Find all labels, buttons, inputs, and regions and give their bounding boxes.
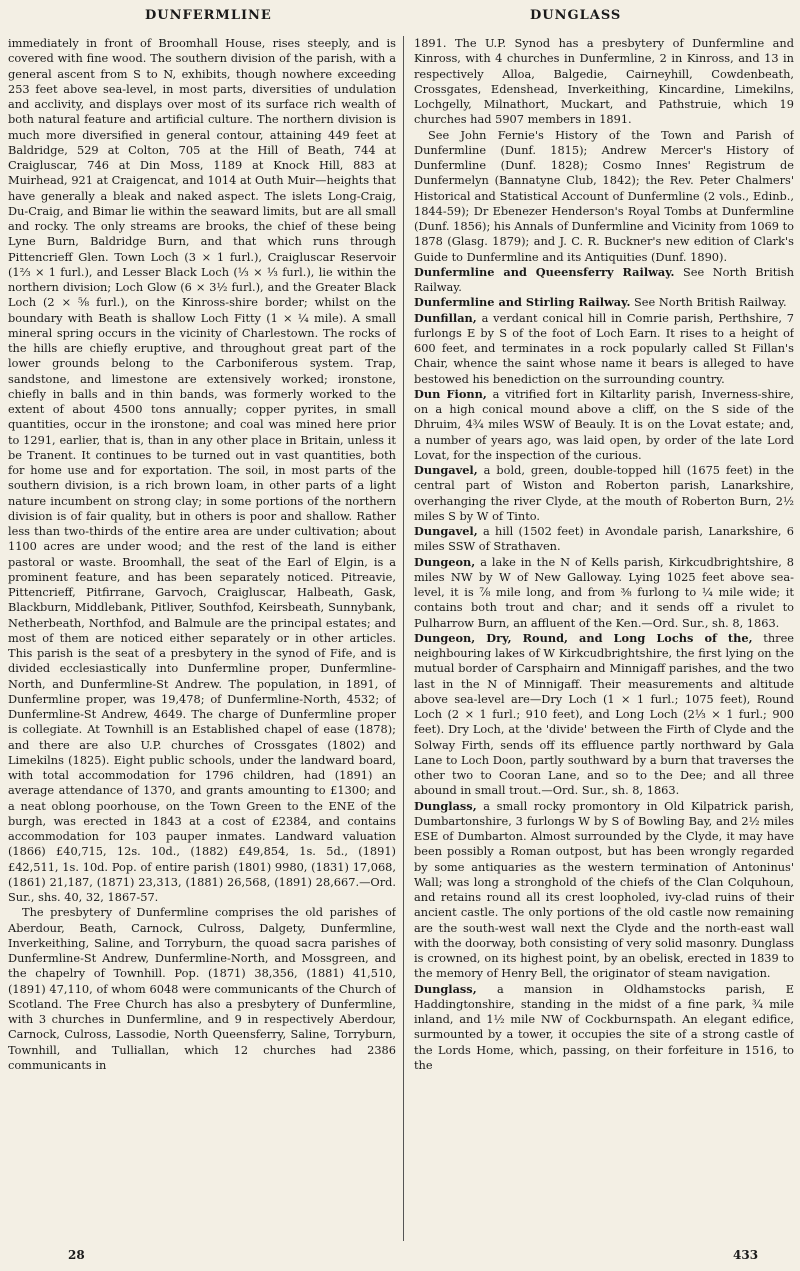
page-number-left: 28 bbox=[68, 1248, 85, 1262]
right-column bbox=[414, 36, 794, 1241]
gazetteer-entry bbox=[414, 295, 794, 310]
gazetteer-entry bbox=[414, 524, 794, 555]
running-head-right: DUNGLASS bbox=[530, 8, 622, 23]
entry-headword: Dungavel, bbox=[414, 463, 478, 477]
gazetteer-entry bbox=[414, 555, 794, 631]
right-paragraph-2: See John Fernie's History of the Town and Parish of Dunfermline (Dunf. 1815); Andrew Mercer's History of Dunfermline (Dunf. 1828); Cosmo Innes' Registrum de Dunfermelyn (Bannatyne Club, 1842); the Rev. Peter Chalmers' Historical and Statistical Account of Dunfermline (2 vols., Edinb., 1844-59); Dr Ebenezer Henderson's Royal Tombs at Dunfermline (Dunf. 1856); his Annals of Dunfermline and Vicinity from 1069 to 1878 (Glasg. 1879); and J. C. R. Buckner's new edition of Clark's Guide to Dunfermline and its Antiquities (Dunf. 1890). bbox=[414, 127, 794, 264]
entry-text: a verdant conical hill in Comrie parish, Perthshire, 7 furlongs E by S of the foot of Loch Earn. It rises to a height of 600 feet, and terminates in a rock popularly called St Fillan's Chair, whence the saint whose name it bears is alleged to have bestowed his benediction on the surrounding country. bbox=[414, 310, 794, 386]
gazetteer-entry bbox=[414, 982, 794, 1074]
left-paragraph-1: immediately in front of Broomhall House, rises steeply, and is covered with fine wood. The southern division of the parish, with a general ascent from S to N, exhibits, though nowhere exceeding 253 feet above sea-level, in most parts, diversities of undulation and acclivity, and displays over most of its surface rich wealth of both natural feature and artificial culture. The northern division is much more diversified in general contour, attaining 449 feet at Baldridge, 529 at Colton, 705 at the Hill of Beath, 744 at Craigluscar, 746 at Din Moss, 1189 at Knock Hill, 883 at Muirhead, 921 at Craigencat, and 1014 at Outh Muir—heights that have generally a bleak and naked aspect. The islets Long-Craig, Du-Craig, and Bimar lie within the seaward limits, but are all small and rocky. The only streams are brooks, the chief of these being Lyne Burn, Baldridge Burn, and that which runs through Pittencrieff Glen. Town Loch (3 × 1 furl.), Craigluscar Reservoir (1⅔ × 1 furl.), and Lesser Black Loch (⅓ × ⅓ furl.), lie within the northern division; Loch Glow (6 × 3½ furl.), and the Greater Black Loch (2 × ⅝ furl.), on the Kinross-shire border; whilst on the boundary with Beath is shallow Loch Fitty (1 × ¼ mile). A small mineral spring occurs in the vicinity of Charlestown. The rocks of the hills are chiefly eruptive, and throughout great part of the lower grounds belong to the Carboniferous system. Trap, sandstone, and limestone are extensively worked; ironstone, chiefly in balls and in thin bands, was formerly worked to the extent of about 4500 tons annually; copper pyrites, in small quantities, occur in the ironstone; and coal was mined here prior to 1291, earlier, that is, than in any other place in Britain, unless it be Tranent. It continues to be turned out in vast quantities, both for home use and for exportation. The soil, in most parts of the southern division, is a rich brown loam, in other parts of a light nature incumbent on strong clay; in some portions of the northern division is of fair quality, but in others is poor and shallow. Rather less than two-thirds of the entire area are under cultivation; about 1100 acres are under wood; and the rest of the land is either pastoral or waste. Broomhall, the seat of the Earl of Elgin, is a prominent feature, and has been separately noticed. Pitreavie, Pittencrieff, Pitfirrane, Garvoch, Craigluscar, Halbeath, Gask, Blackburn, Middlebank, Pitliver, Southfod, Keirsbeath, Sunnybank, Netherbeath, Northfod, and Balmule are the principal estates; and most of them are noticed either separately or in other articles. This parish is the seat of a presbytery in the synod of Fife, and is divided ecclesiastically into Dunfermline proper, Dunfermline-North, and Dunfermline-St Andrew. The population, in 1891, of Dunfermline proper, was 19,478; of Dunfermline-North, 4532; of Dunfermline-St Andrew, 4649. The charge of Dunfermline proper is collegiate. At Townhill is an Established chapel of ease (1878); and there are also U.P. churches of Crossgates (1802) and Limekilns (1825). Eight public schools, under the landward board, with total accommodation for 1796 children, had (1891) an average attendance of 1370, and grants amounting to £1300; and a neat oblong poorhouse, on the Town Green to the ENE of the burgh, was erected in 1843 at a cost of £2384, and contains accommodation for 103 pauper inmates. Landward valuation (1866) £40,715, 12s. 10d., (1882) £49,854, 1s. 5d., (1891) £42,511, 1s. 10d. Pop. of entire parish (1801) 9980, (1831) 17,068, (1861) 21,187, (1871) 23,313, (1881) 26,568, (1891) 28,667.—Ord. Sur., shs. 40, 32, 1867-57. bbox=[8, 36, 396, 904]
entry-text: a mansion in Oldhamstocks parish, E Haddingtonshire, standing in the midst of a fine park, ¾ mile inland, and 1½ mile NW of Cockburnspath. An elegant edifice, surmounted by a tower, it occupies the site of a strong castle of the Lords Home, which, passing, on their forfeiture in 1516, to the bbox=[414, 981, 794, 1072]
entry-headword: Dunfillan, bbox=[414, 310, 477, 325]
entry-text: a bold, green, double-topped hill (1675 feet) in the central part of Wiston and Roberton parish, Lanarkshire, overhanging the river Clyde, at the mouth of Roberton Burn, 2½ miles S by W of Tinto. bbox=[414, 463, 794, 523]
left-paragraph-2: The presbytery of Dunfermline comprises the old parishes of Aberdour, Beath, Carnock, Culross, Dalgety, Dunfermline, Inverkeithing, Saline, and Torryburn, the quoad sacra parishes of Dunfermline-St Andrew, Dunfermline-North, and Mossgreen, and the chapelry of Townhill. Pop. (1871) 38,356, (1881) 41,510, (1891) 47,110, of whom 6048 were communicants of the Church of Scotland. The Free Church has also a presbytery of Dunfermline, with 3 churches in Dunfermline, and 9 in respectively Aberdour, Carnock, Culross, Lassodie, North Queensferry, Saline, Torryburn, Townhill, and Tulliallan, which 12 churches had 2386 communicants in bbox=[8, 905, 396, 1072]
entry-headword: Dunglass, bbox=[414, 798, 477, 813]
entry-headword: Dunfermline and Stirling Railway. bbox=[414, 295, 631, 310]
column-divider bbox=[403, 36, 404, 1241]
entry-text: a vitrified fort in Kiltarlity parish, Inverness-shire, on a high conical mound above a cliff, on the S side of the Dhruim, 4¾ miles WSW of Beauly. It is on the Lovat estate; and, a number of years ago, was laid open, by order of the late Lord Lovat, for the inspection of the curious. bbox=[414, 386, 794, 462]
right-paragraph-1: 1891. The U.P. Synod has a presbytery of Dunfermline and Kinross, with 4 churches in Dunfermline, 2 in Kinross, and 13 in respectively Alloa, Balgedie, Cairneyhill, Cowdenbeath, Crossgates, Edenshead, Inverkeithing, Kincardine, Limekilns, Lochgelly, Milnathort, Muckart, and Pathstruie, which 19 churches had 5907 members in 1891. bbox=[414, 36, 794, 127]
entry-text: a lake in the N of Kells parish, Kirkcudbrightshire, 8 miles NW by W of New Galloway. Lying 1025 feet above sea-level, it is ⅞ mile long, and from ⅜ furlong to ¼ mile wide; it contains both trout and char; and it sends off a rivulet to Pulharrow Burn, an affluent of the Ken.—Ord. Sur., sh. 8, 1863. bbox=[414, 554, 794, 630]
entry-text: three neighbouring lakes of W Kirkcudbrightshire, the first lying on the mutual border of Carsphairn and Minnigaff parishes, and the two last in the N of Minnigaff. Their measurements and altitude above sea-level are—Dry Loch (1 × 1 furl.; 1075 feet), Round Loch (2 × 1 furl.; 910 feet), and Long Loch (2⅓ × 1 furl.; 900 feet). Dry Loch, at the 'divide' between the Firth of Clyde and the Solway Firth, sends off its effluence partly northward by Gala Lane to Loch Doon, partly southward by a burn that traverses the other two to Cooran Lane, and so to the Dee; and all three abound in small trout.—Ord. Sur., sh. 8, 1863. bbox=[414, 630, 794, 798]
gazetteer-entry bbox=[414, 463, 794, 524]
page-header bbox=[0, 8, 800, 30]
entry-text: See North British Railway. bbox=[414, 264, 794, 294]
entry-headword: Dunfermline and Queensferry Railway. bbox=[414, 264, 675, 279]
entry-text: See North British Railway. bbox=[634, 295, 787, 310]
entry-headword: Dungeon, Dry, Round, and Long Lochs of the, bbox=[414, 630, 753, 645]
gazetteer-entry bbox=[414, 311, 794, 387]
entry-text: a small rocky promontory in Old Kilpatrick parish, Dumbartonshire, 3 furlongs W by S of Bowling Bay, and 2½ miles ESE of Dumbarton. Almost surrounded by the Clyde, it may have been possibly a Roman outpost, but has been wrongly regarded by some antiquaries as the western termination of Antoninus' Wall; was long a stronghold of the chiefs of the Clan Colquhoun, and retains round all its crest loopholed, ivy-clad ruins of their ancient castle. The only portions of the old castle now remaining are the south-west wall next the Clyde and the north-east wall with the doorway, both consisting of very solid masonry. Dunglass is crowned, on its highest point, by an obelisk, erected in 1839 to the memory of Henry Bell, the originator of steam navigation. bbox=[414, 798, 794, 981]
running-head-left: DUNFERMLINE bbox=[145, 8, 272, 23]
entry-headword: Dunglass, bbox=[414, 981, 477, 996]
entry-headword: Dungeon, bbox=[414, 554, 476, 569]
page-number-right: 433 bbox=[733, 1248, 759, 1262]
gazetteer-entry bbox=[414, 631, 794, 799]
gazetteer-entry bbox=[414, 387, 794, 463]
gazetteer-entry bbox=[414, 265, 794, 296]
entry-headword: Dun Fionn, bbox=[414, 386, 487, 401]
entry-text: a hill (1502 feet) in Avondale parish, Lanarkshire, 6 miles SSW of Strathaven. bbox=[414, 524, 794, 554]
gazetteer-entry bbox=[414, 799, 794, 982]
left-column bbox=[8, 36, 396, 1241]
page-footer bbox=[0, 1248, 800, 1266]
entry-headword: Dungavel, bbox=[414, 524, 478, 538]
